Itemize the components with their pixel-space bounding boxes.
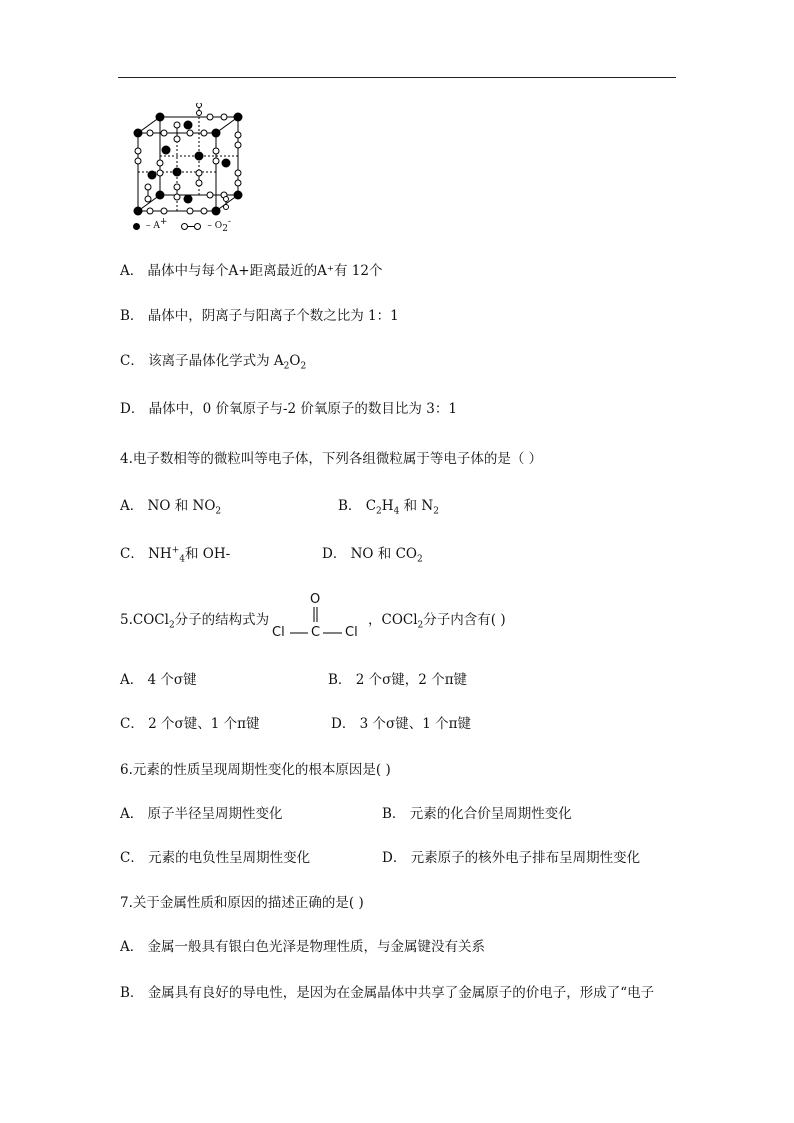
struct-carbon: C <box>311 625 321 640</box>
anion-symbol-icon <box>181 223 201 230</box>
q6-option-d: D． 元素原子的核外电子排布呈周期性变化 <box>382 850 641 866</box>
q6-stem: 6.元素的性质呈现周期性变化的根本原因是( ) <box>120 762 391 778</box>
q7-option-b: B． 金属具有良好的导电性，是因为在金属晶体中共享了金属原子的价电子，形成了“电子 <box>120 985 655 1001</box>
q5-option-a: A． 4 个σ键 <box>120 672 197 688</box>
q3-option-b: B． 晶体中，阴离子与阳离子个数之比为 1：1 <box>120 308 399 324</box>
q4-option-c: C． $NH^+_4$和 OH- <box>120 545 231 565</box>
q4-option-d: D． NO 和 $CO_2$ <box>322 546 423 565</box>
q6-option-c: C． 元素的电负性呈周期性变化 <box>120 850 311 866</box>
q3-option-a: A． 晶体中与每个A+距离最近的A⁺有 12个 <box>120 263 383 279</box>
struct-chlorine-left: Cl <box>272 625 285 640</box>
q5-option-b: B． 2 个σ键，2 个π键 <box>328 672 468 688</box>
crystal-lattice-diagram <box>130 103 250 221</box>
q5-stem-start: 5.COCl$_2$分子的结构式为 <box>120 612 270 631</box>
struct-chlorine-right: Cl <box>345 625 358 640</box>
figure-legend <box>133 217 231 234</box>
q7-option-a: A． 金属一般具有银白色光泽是物理性质，与金属键没有关系 <box>120 939 486 955</box>
q5-stem-end: ，COCl$_2$分子内含有( ) <box>368 612 506 631</box>
q7-stem: 7.关于金属性质和原因的描述正确的是( ) <box>120 895 364 911</box>
q6-option-b: B． 元素的化合价呈周期性变化 <box>382 806 572 822</box>
crystal-lattice-figure <box>130 103 250 235</box>
cocl2-structural-formula <box>270 594 366 644</box>
anion-label: – $O_2^-$ <box>207 217 231 234</box>
cation-label: – A+ <box>146 217 168 231</box>
q3-option-d: D． 晶体中，0 价氧原子与-2 价氧原子的数目比为 3：1 <box>120 401 457 417</box>
q3-option-c: C． 该离子晶体化学式为 $A_2O_2$ <box>120 353 307 372</box>
q5-option-c: C． 2 个σ键、1 个π键 <box>120 716 260 732</box>
cation-symbol-icon <box>133 223 140 230</box>
q5-option-d: D． 3 个σ键、1 个π键 <box>331 716 471 732</box>
q4-option-b: B． $C_2H_4$ 和 $N_2$ <box>338 498 439 517</box>
q4-stem: 4.电子数相等的微粒叫等电子体，下列各组微粒属于等电子体的是（ ） <box>120 451 543 467</box>
q6-option-a: A． 原子半径呈周期性变化 <box>120 806 283 822</box>
struct-oxygen: O <box>310 592 321 607</box>
header-rule <box>118 77 676 78</box>
q4-option-a: A． NO 和 $NO_2$ <box>120 498 222 517</box>
